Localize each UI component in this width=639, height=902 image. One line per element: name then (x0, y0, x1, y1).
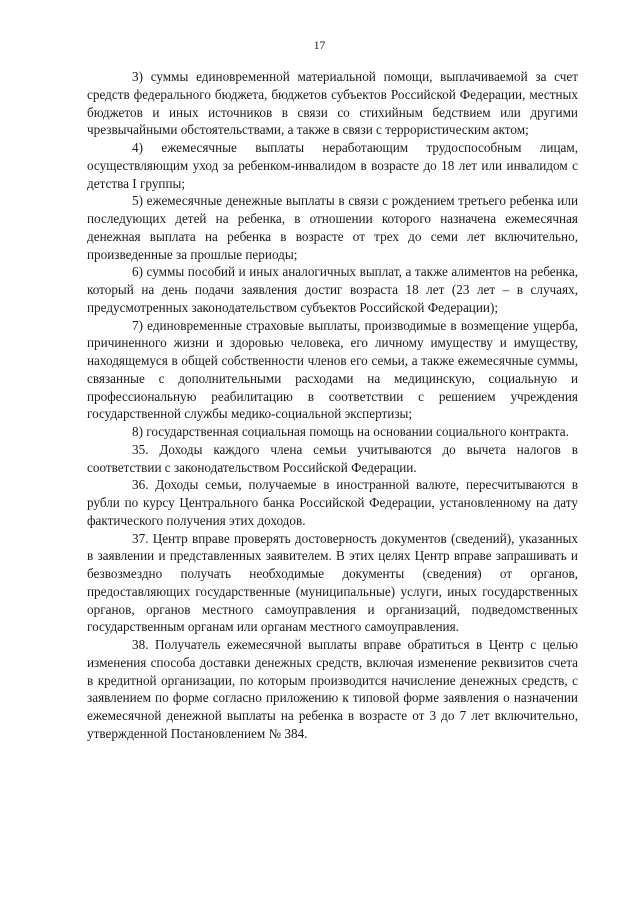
paragraph-item-7: 7) единовременные страховые выплаты, производимые в возмещение ущерба, причиненного жизни и здоровью человека, его личному имуществу и имуществу, находящемуся в общей собственности членов его семьи, а также ежемесячные суммы, связанные с дополнительными расходами на медицинскую, социальную и профессиональную реабилитацию в соответствии с решением учреждения государственной службы медико-социальной экспертизы; (87, 317, 578, 422)
paragraph-clause-38: 38. Получатель ежемесячной выплаты вправе обратиться в Центр с целью изменения способа доставки денежных средств, включая изменение реквизитов счета в кредитной организации, по которым производится начисление денежных средств, с заявлением по форме согласно приложению к типовой форме заявления о назначении ежемесячной денежной выплаты на ребенка в возрасте от 3 до 7 лет включительно, утвержденной Постановлением № 384. (87, 637, 578, 741)
document-body (87, 68, 578, 743)
page-number: 17 (313, 40, 326, 52)
paragraph-item-6: 6) суммы пособий и иных аналогичных выплат, а также алиментов на ребенка, который на день подачи заявления достиг возраста 18 лет (23 лет – в случаях, предусмотренных законодательством субъектов Российской Федерации); (87, 264, 578, 315)
paragraph-item-3: 3) суммы единовременной материальной помощи, выплачиваемой за счет средств федерального бюджета, бюджетов субъектов Российской Федерации, местных бюджетов и иных источников в связи со стихийным бедствием или другими чрезвычайными обстоятельствами, а также в связи с террористическим актом; (87, 69, 578, 138)
paragraph-item-5: 5) ежемесячные денежные выплаты в связи с рождением третьего ребенка или последующих детей на ребенка, в отношении которого назначена ежемесячная денежная выплата на ребенка в возрасте от трех до семи лет включительно, произведенные за прошлые периоды; (87, 193, 578, 262)
paragraph-clause-36: 36. Доходы семьи, получаемые в иностранной валюте, пересчитываются в рубли по курсу Центрального банка Российской Федерации, установленному на дату фактического получения этих доходов. (87, 477, 578, 528)
paragraph-clause-35: 35. Доходы каждого члена семьи учитываются до вычета налогов в соответствии с законодательством Российской Федерации. (87, 441, 578, 475)
paragraph-clause-37: 37. Центр вправе проверять достоверность документов (сведений), указанных в заявлении и представленных заявителем. В этих целях Центр вправе запрашивать и безвозмездно получать необходимые документы (сведения) от органов, предоставляющих государственные (муниципальные) услуги, иных государственных органов, органов местного самоуправления и организаций, подведомственных государственным органам или органам местного самоуправления. (87, 530, 578, 635)
paragraph-item-8: 8) государственная социальная помощь на основании социального контракта. (132, 424, 569, 439)
paragraph-item-4: 4) ежемесячные выплаты неработающим трудоспособным лицам, осуществляющим уход за ребенком-инвалидом в возрасте до 18 лет или инвалидом с детства I группы; (87, 140, 578, 191)
